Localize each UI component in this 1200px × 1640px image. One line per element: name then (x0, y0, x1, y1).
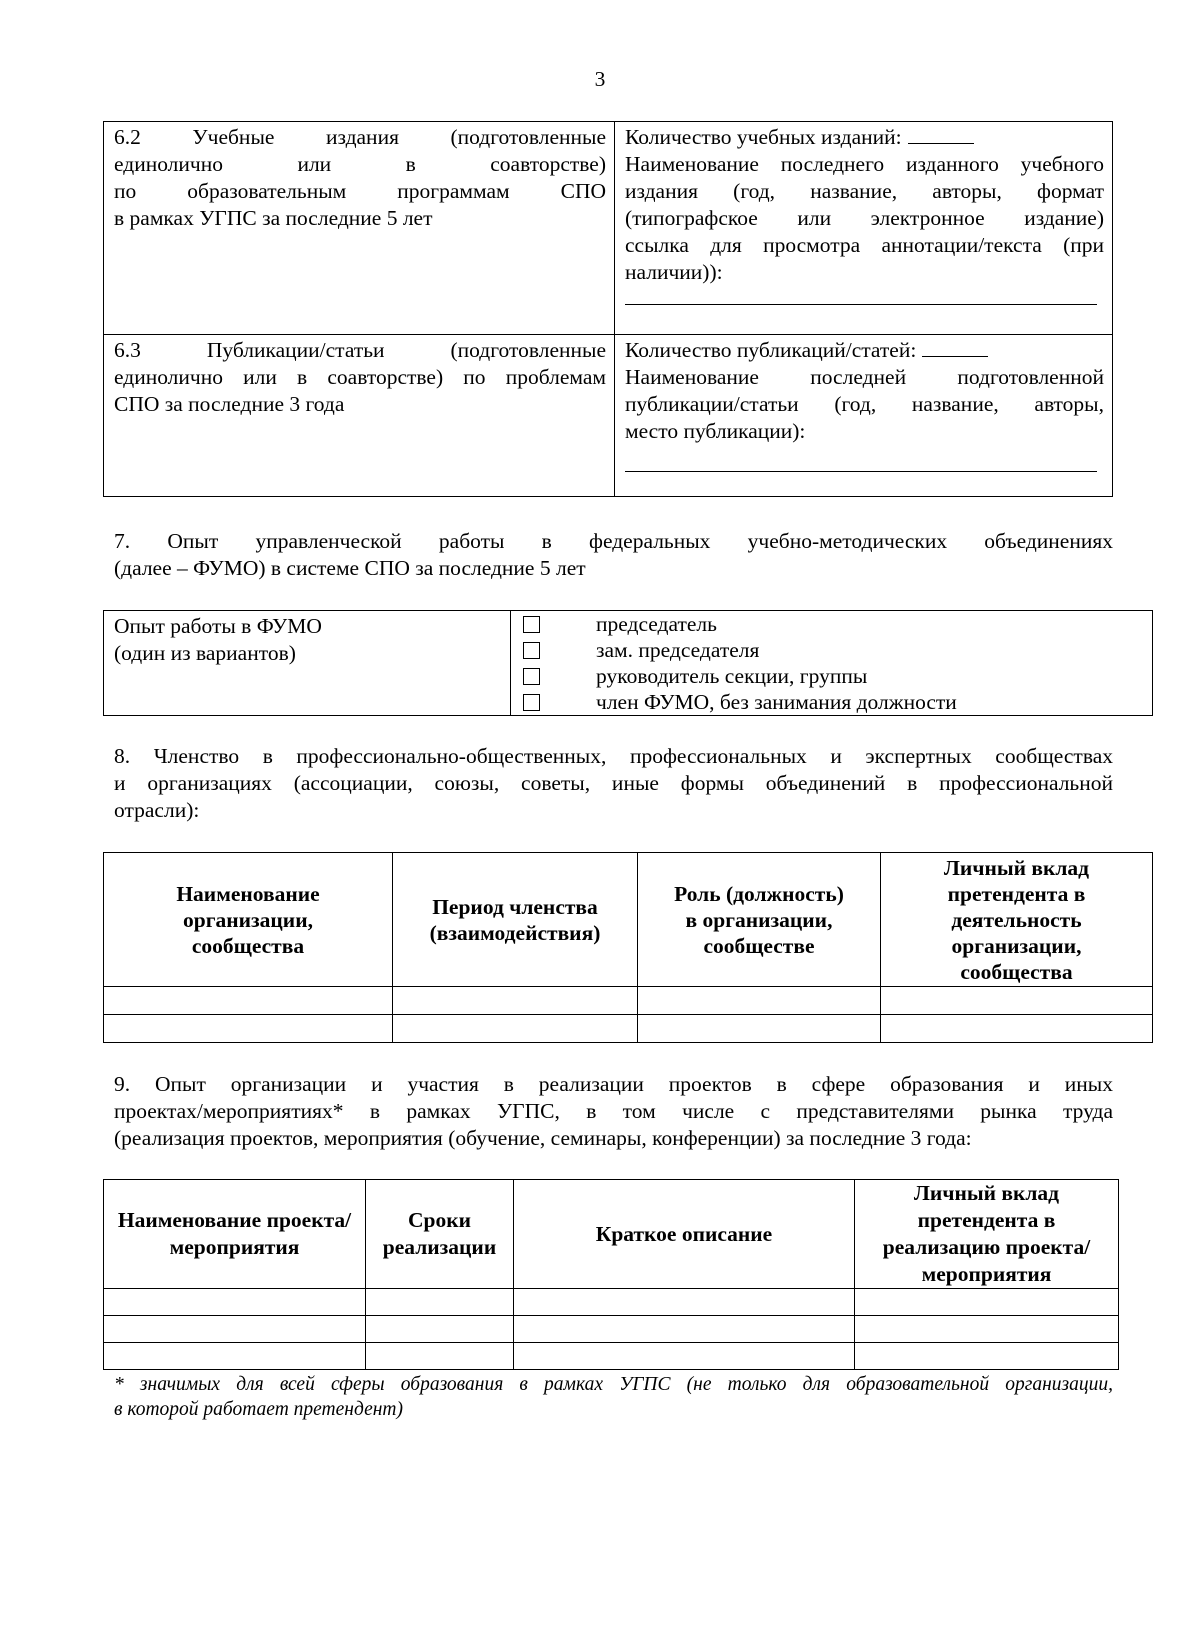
option-label: председатель (596, 611, 717, 636)
text-line: в рамках УГПС за последние 5 лет (114, 206, 433, 230)
articles-field (615, 335, 1113, 497)
text-line: ссылка для просмотра аннотации/текста (при (625, 233, 1104, 257)
answer-input-line[interactable] (625, 294, 1097, 305)
articles-label (104, 335, 615, 497)
text-line: Наименование последнего изданного учебного (625, 152, 1104, 176)
checkbox-icon[interactable] (523, 668, 540, 685)
fumo-label (104, 611, 511, 716)
table-cell[interactable] (638, 987, 881, 1015)
text-line: Опыт работы в ФУМО (114, 614, 322, 638)
table-cell[interactable] (393, 1015, 638, 1043)
table-cell[interactable] (638, 1015, 881, 1043)
option-chairman[interactable] (511, 611, 1152, 637)
table-header-row (104, 1180, 1119, 1289)
fumo-options (511, 611, 1153, 716)
table-cell[interactable] (881, 1015, 1153, 1043)
footnote (114, 1372, 1113, 1422)
answer-input-line[interactable] (625, 461, 1097, 472)
text-line: отрасли): (114, 798, 200, 822)
table-row (104, 1316, 1119, 1343)
table-cell[interactable] (366, 1289, 514, 1316)
text-line: публикации/статьи (год, название, авторы, (625, 392, 1104, 416)
column-header: Наименование проекта/мероприятия (104, 1180, 366, 1289)
checkbox-icon[interactable] (523, 694, 540, 711)
text-line: по образовательным программам СПО (114, 179, 606, 203)
column-header: Наименование организации, сообщества (104, 853, 393, 987)
table-cell[interactable] (104, 1343, 366, 1370)
page-number: 3 (594, 67, 606, 91)
table-cell[interactable] (104, 987, 393, 1015)
option-label: руководитель секции, группы (596, 663, 868, 688)
checkbox-icon[interactable] (523, 616, 540, 633)
column-header: Личный вклад претендента в реализацию проекта/мероприятия (855, 1180, 1119, 1289)
table-cell[interactable] (514, 1289, 855, 1316)
projects-table (103, 1179, 1119, 1370)
text-line: 6.2 Учебные издания (подготовленные (114, 125, 606, 149)
table-header-row (104, 853, 1153, 987)
text-line: Наименование последней подготовленной (625, 365, 1104, 389)
table-cell[interactable] (104, 1289, 366, 1316)
table-cell[interactable] (104, 1316, 366, 1343)
option-member[interactable] (511, 689, 1152, 715)
column-header: Личный вклад претендента в деятельность организации, сообщества (881, 853, 1153, 987)
table-cell[interactable] (366, 1316, 514, 1343)
text-line: 8. Членство в профессионально-общественных, профессиональных и экспертных сообществах (114, 744, 1113, 768)
table-cell[interactable] (855, 1316, 1119, 1343)
table-cell[interactable] (855, 1343, 1119, 1370)
membership-table (103, 852, 1153, 1043)
table-row (104, 987, 1153, 1015)
table-cell[interactable] (881, 987, 1153, 1015)
text-line: и организациях (ассоциации, союзы, советы, иные формы объединений в профессиональной (114, 771, 1113, 795)
educational-publications-field (615, 122, 1113, 335)
count-input-line[interactable] (922, 338, 988, 357)
table-cell[interactable] (104, 1015, 393, 1043)
table-row (104, 1343, 1119, 1370)
text-line: проектах/мероприятиях* в рамках УГПС, в том числе с представителями рынка труда (114, 1099, 1113, 1123)
section-9-heading (114, 1071, 1113, 1152)
table-cell[interactable] (855, 1289, 1119, 1316)
table-row (104, 1289, 1119, 1316)
section-7-heading (114, 528, 1113, 582)
section-8-heading (114, 743, 1113, 824)
text-line: место публикации): (625, 419, 806, 443)
table-row (104, 122, 1113, 335)
text-line: издания (год, название, авторы, формат (625, 179, 1104, 203)
text-line: наличии)): (625, 260, 723, 284)
educational-publications-label (104, 122, 615, 335)
table-row (104, 1015, 1153, 1043)
text-line: СПО за последние 3 года (114, 392, 345, 416)
text-line: в которой работает претендент) (114, 1399, 403, 1420)
text-line: 7. Опыт управленческой работы в федеральных учебно-методических объединениях (114, 529, 1113, 553)
text-line: единолично или в соавторстве) (114, 152, 606, 176)
table-cell[interactable] (393, 987, 638, 1015)
text-line: * значимых для всей сферы образования в рамках УГПС (не только для образовательной организации, (114, 1374, 1113, 1395)
count-label: Количество учебных изданий: (625, 125, 902, 149)
text-line: 6.3 Публикации/статьи (подготовленные (114, 338, 606, 362)
text-line: (реализация проектов, мероприятия (обучение, семинары, конференции) за последние 3 года: (114, 1126, 972, 1150)
table-cell[interactable] (366, 1343, 514, 1370)
text-line: (типографское или электронное издание) (625, 206, 1104, 230)
count-label: Количество публикаций/статей: (625, 338, 917, 362)
table-row (104, 611, 1153, 716)
table-row (104, 335, 1113, 497)
text-line: единолично или в соавторстве) по проблемам (114, 365, 606, 389)
option-section-head[interactable] (511, 663, 1152, 689)
text-line: (далее – ФУМО) в системе СПО за последние 5 лет (114, 556, 586, 580)
option-label: член ФУМО, без занимания должности (596, 689, 957, 714)
column-header: Роль (должность) в организации, сообществе (638, 853, 881, 987)
checkbox-icon[interactable] (523, 642, 540, 659)
fumo-experience-table (103, 610, 1153, 716)
option-label: зам. председателя (596, 637, 760, 662)
column-header: Краткое описание (514, 1180, 855, 1289)
count-input-line[interactable] (908, 125, 974, 144)
column-header: Сроки реализации (366, 1180, 514, 1289)
text-line: 9. Опыт организации и участия в реализации проектов в сфере образования и иных (114, 1072, 1113, 1096)
text-line: (один из вариантов) (114, 641, 296, 665)
table-cell[interactable] (514, 1316, 855, 1343)
table-cell[interactable] (514, 1343, 855, 1370)
publications-table (103, 121, 1113, 497)
column-header: Период членства (взаимодействия) (393, 853, 638, 987)
option-deputy-chairman[interactable] (511, 637, 1152, 663)
